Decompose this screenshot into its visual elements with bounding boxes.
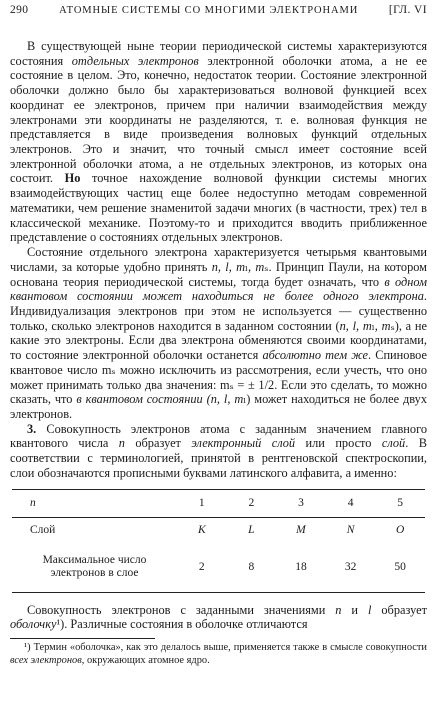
table-row <box>12 542 425 592</box>
row-header-max: Максимальное число электронов в слое <box>42 553 147 579</box>
table-cell: 1 <box>177 490 227 518</box>
table-cell: 2 <box>227 490 277 518</box>
table-cell: N <box>346 523 355 536</box>
paragraph-3: 3. Совокупность электронов атома с заданным значением главного квантового числа n образует электронный слой или просто слой. В соответствии с терминологией, принятой в рентгеновской спектроскопии, слои обозначаются прописными буквами латинского алфавита, а именно: <box>10 421 427 480</box>
paragraph-1: В существующей ныне теории периодической системы характеризуются состояния отдельных электронов электронной оболочки атома, а не ее состояние в целом. Это, конечно, недостаток теории. Состояние электронной оболочки должно было бы характеризоваться волновой функцией всех координат ее электронов, причем при наличии взаимодействия между электронами эти координаты не разделяются, т. е. волновая функция не представляется в виде произведения волновых функций отдельных электронов. Это и значит, что точный смысл имеет состояние всей электронной оболочки атома, а не отдельных электронов, из которых она состоит. Но точное нахождение волновой функции системы многих взаимодействующих частиц еще более недоступно методам современной математики, чем решение знаменитой задачи многих (в частности, трех) тел в классической механике. Поэтому-то и приходится вводить приближенное представление о состояниях отдельных электронов. <box>10 39 428 245</box>
table-cell: 2 <box>198 560 205 573</box>
table-cell: 50 <box>394 560 406 573</box>
main-text <box>10 39 427 481</box>
chapter-label: [ГЛ. VI <box>388 4 427 16</box>
table-row <box>12 490 425 518</box>
table-cell: L <box>248 523 255 536</box>
table-cell: 32 <box>344 560 357 573</box>
paragraph-2: Состояние отдельного электрона характеризуется четырьмя квантовыми числами, за которые удобно принять n, l, mₗ, mₛ. Принцип Паули, на котором основана теория периодической системы, тогда будет означать, что в одном квантовом состоянии может находиться не более одного электрона. Индивидуализация электронов при этом не используется — существенно только, сколько электронов находится в заданном состоянии (n, l, mₗ, mₛ), а не какие это электроны. Если два электрона обменяются своими координатами, то состояние электронной оболочки останется абсолютно тем же. Спиновое квантовое число mₛ можно исключить из рассмотрения, если учесть, что оно может принимать только два значения: mₛ = ± 1/2. Если это сделать, то можно сказать, что в квантовом состоянии (n, l, mₗ) может находиться не более двух электронов. <box>10 245 428 421</box>
table-cell: M <box>296 523 306 536</box>
shells-table <box>12 489 425 593</box>
table-cell: 18 <box>295 560 307 573</box>
table-cell: K <box>197 523 206 536</box>
row-header-n: n <box>12 490 177 518</box>
table-row <box>12 517 425 542</box>
section-number: 3. <box>27 421 37 436</box>
page-number: 290 <box>10 4 29 16</box>
table-cell: 3 <box>276 490 326 518</box>
footnote-divider <box>10 638 155 639</box>
paragraph-4: Совокупность электронов с заданными значениями n и l образует оболочку¹). Различные состояния в оболочке отличаются <box>10 602 427 632</box>
table-cell: O <box>396 523 405 536</box>
main-text-after-table <box>10 603 427 632</box>
table-cell: 5 <box>375 490 425 518</box>
footnote: ¹) Термин «оболочка», как это делалось выше, применяется также в смысле совокупности всех электронов, окружающих атомное ядро. <box>10 642 427 666</box>
row-header-shell: Слой <box>30 523 56 536</box>
running-title: АТОМНЫЕ СИСТЕМЫ СО МНОГИМИ ЭЛЕКТРОНАМИ <box>59 5 359 16</box>
table-cell: 8 <box>248 560 255 573</box>
table-cell: 4 <box>326 490 376 518</box>
page-header <box>10 4 427 20</box>
